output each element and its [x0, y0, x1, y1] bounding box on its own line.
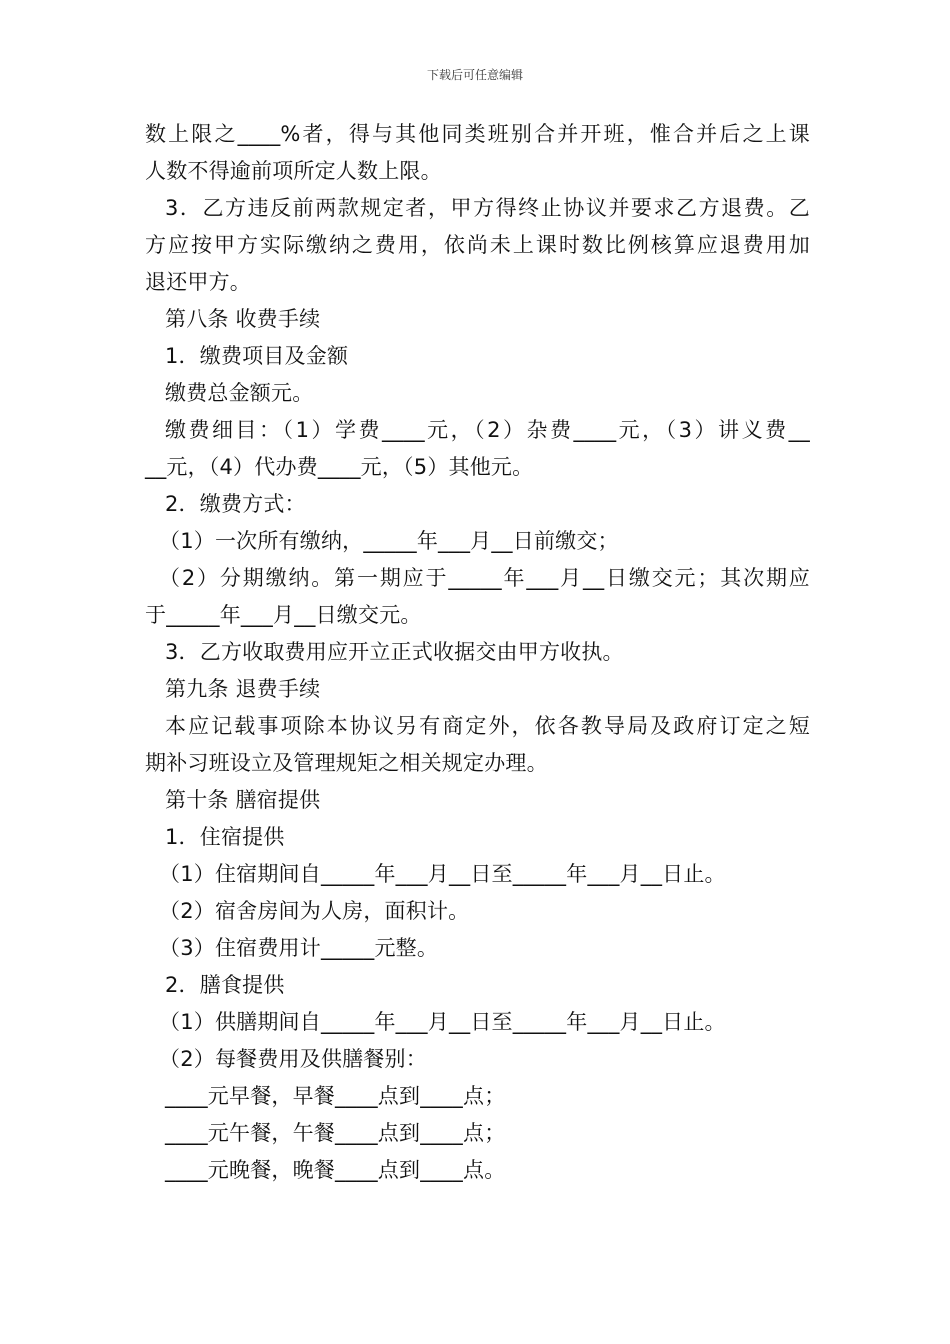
paragraph-line: 3．乙方违反前两款规定者，甲方得终止协议并要求乙方退费。乙: [165, 196, 810, 220]
paragraph-line: 缴费总金额元。: [165, 381, 314, 405]
paragraph-line: 数上限之____%者，得与其他同类班别合并开班，惟合并后之上课: [145, 122, 810, 146]
paragraph-line: 缴费细目：（1）学费____元，（2）杂费____元，（3）讲义费__: [165, 418, 810, 442]
article-heading: 第九条 退费手续: [165, 677, 321, 701]
article-heading: 第十条 膳宿提供: [165, 788, 321, 812]
page-header: 下载后可任意编辑: [426, 68, 523, 82]
paragraph-line: 于_____年___月__日缴交元。: [145, 603, 422, 627]
paragraph-line: ____元晚餐，晚餐____点到____点。: [165, 1158, 506, 1182]
paragraph-line: （1）一次所有缴纳，_____年___月__日前缴交；: [159, 529, 619, 553]
paragraph-line: （2）每餐费用及供膳餐别：: [159, 1047, 427, 1071]
paragraph-line: 1．住宿提供: [165, 825, 285, 849]
paragraph-line: （1）住宿期间自_____年___月__日至_____年___月__日止。: [159, 862, 726, 886]
paragraph-line: （2）分期缴纳。第一期应于_____年___月__日缴交元；其次期应: [159, 566, 810, 590]
paragraph-line: __元，（4）代办费____元，（5）其他元。: [145, 455, 534, 479]
paragraph-line: 3．乙方收取费用应开立正式收据交由甲方收执。: [165, 640, 624, 664]
paragraph-line: 退还甲方。: [145, 270, 251, 294]
paragraph-line: 方应按甲方实际缴纳之费用，依尚未上课时数比例核算应退费用加: [145, 233, 810, 257]
paragraph-line: 2．缴费方式：: [165, 492, 306, 516]
paragraph-line: （1）供膳期间自_____年___月__日至_____年___月__日止。: [159, 1010, 726, 1034]
article-heading: 第八条 收费手续: [165, 307, 321, 331]
paragraph-line: 本应记载事项除本协议另有商定外，依各教导局及政府订定之短: [165, 714, 810, 738]
paragraph-line: ____元早餐，早餐____点到____点；: [165, 1084, 506, 1108]
paragraph-line: 2．膳食提供: [165, 973, 285, 997]
paragraph-line: 人数不得逾前项所定人数上限。: [145, 159, 442, 183]
paragraph-line: （2）宿舍房间为人房，面积计。: [159, 899, 470, 923]
paragraph-line: （3）住宿费用计_____元整。: [159, 936, 439, 960]
paragraph-line: 期补习班设立及管理规矩之相关规定办理。: [145, 751, 548, 775]
paragraph-line: 1．缴费项目及金额: [165, 344, 349, 368]
paragraph-line: ____元午餐，午餐____点到____点；: [165, 1121, 506, 1145]
document-body: [145, 116, 810, 1189]
